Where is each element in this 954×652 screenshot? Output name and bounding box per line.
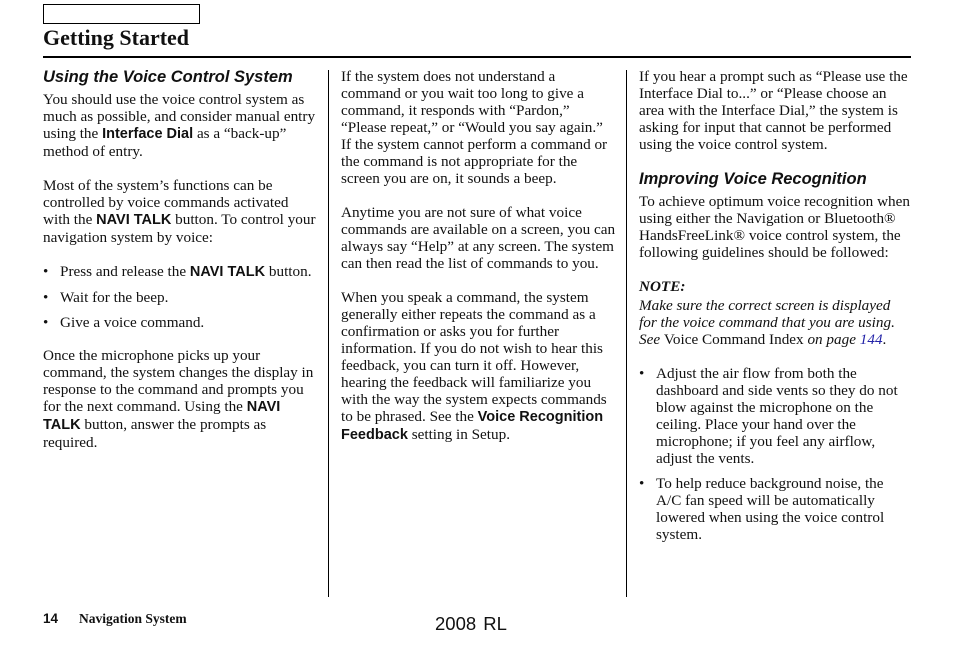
paragraph: If you hear a prompt such as “Please use the Interface Dial to...” or “Please choose an area with the Interface Dial,” the system is asking for input that cannot be performed using the voice control system. (639, 68, 908, 153)
note-label: NOTE: (639, 278, 686, 295)
list-item: • Give a voice command. (43, 314, 318, 331)
column-1 (43, 68, 318, 468)
control-name: NAVI TALK (189, 264, 266, 280)
list-item: • Wait for the beep. (43, 289, 318, 306)
bullet-list (43, 263, 318, 331)
control-name: NAVI TALK (96, 212, 172, 228)
list-item: • Adjust the air flow from both the dashboard and side vents so they do not blow against the microphone on the ceiling. Place your hand over the microphone; if you feel any airflow, adjust the vents. (639, 365, 911, 467)
list-item: • Press and release the NAVI TALK button. (43, 263, 318, 281)
control-name: Interface Dial (102, 126, 194, 142)
header-rule (43, 56, 911, 58)
model-label: 2008 RL (435, 613, 507, 634)
page-number: 14 (43, 611, 59, 626)
list-item: • To help reduce background noise, the A/C fan speed will be automatically lowered when using the voice control system. (639, 475, 911, 543)
section-heading-improving-recognition: Improving Voice Recognition (639, 170, 867, 188)
footer-label: Navigation System (79, 611, 187, 626)
control-name: NAVI TALK (43, 399, 281, 433)
page-link[interactable]: 144 (859, 331, 883, 348)
header-tab-box (43, 4, 200, 24)
column-divider (328, 70, 329, 597)
paragraph: Anytime you are not sure of what voice commands are available on a screen, you can always say “Help” at any screen. The system can then read the list of commands to you. (341, 204, 616, 272)
paragraph: If the system does not understand a command or you wait too long to give a command, it responds with “Pardon,” “Please repeat,” or “Would you say again.” If the system cannot perform a command or the command is not appropriate for the screen you are on, it sounds a beep. (341, 68, 608, 187)
bullet-list (639, 365, 911, 543)
control-name: Voice Recognition Feedback (341, 409, 604, 443)
note-text: Make sure the correct screen is displayed for the voice command that you are using. See Voice Command Index on page 144. (639, 297, 895, 348)
paragraph: To achieve optimum voice recognition when using either the Navigation or Bluetooth® HandsFreeLink® voice control system, the following guidelines should be followed: (639, 193, 910, 261)
paragraph: When you speak a command, the system generally either repeats the command as a confirmation or asks you for further information. If you do not wish to hear this feedback, you can turn it off. However, hearing the feedback will familiarize you with the way the system expects commands to be phrased. See the Voice Recognition Feedback setting in Setup. (341, 289, 607, 443)
paragraph: You should use the voice control system as much as possible, and consider manual entry using the Interface Dial as a “back-up” method of entry. (43, 91, 316, 160)
section-heading-voice-control: Using the Voice Control System (43, 68, 293, 86)
column-2 (341, 68, 616, 461)
paragraph: Most of the system’s functions can be controlled by voice commands activated with the NAVI TALK button. To control your navigation system by voice: (43, 177, 316, 246)
page-title: Getting Started (43, 25, 190, 50)
column-3 (639, 68, 911, 559)
paragraph: Once the microphone picks up your command, the system changes the display in response to the command and prompts you for the next command. Using the NAVI TALK button, answer the prompts as required. (43, 347, 314, 451)
column-divider (626, 70, 627, 597)
